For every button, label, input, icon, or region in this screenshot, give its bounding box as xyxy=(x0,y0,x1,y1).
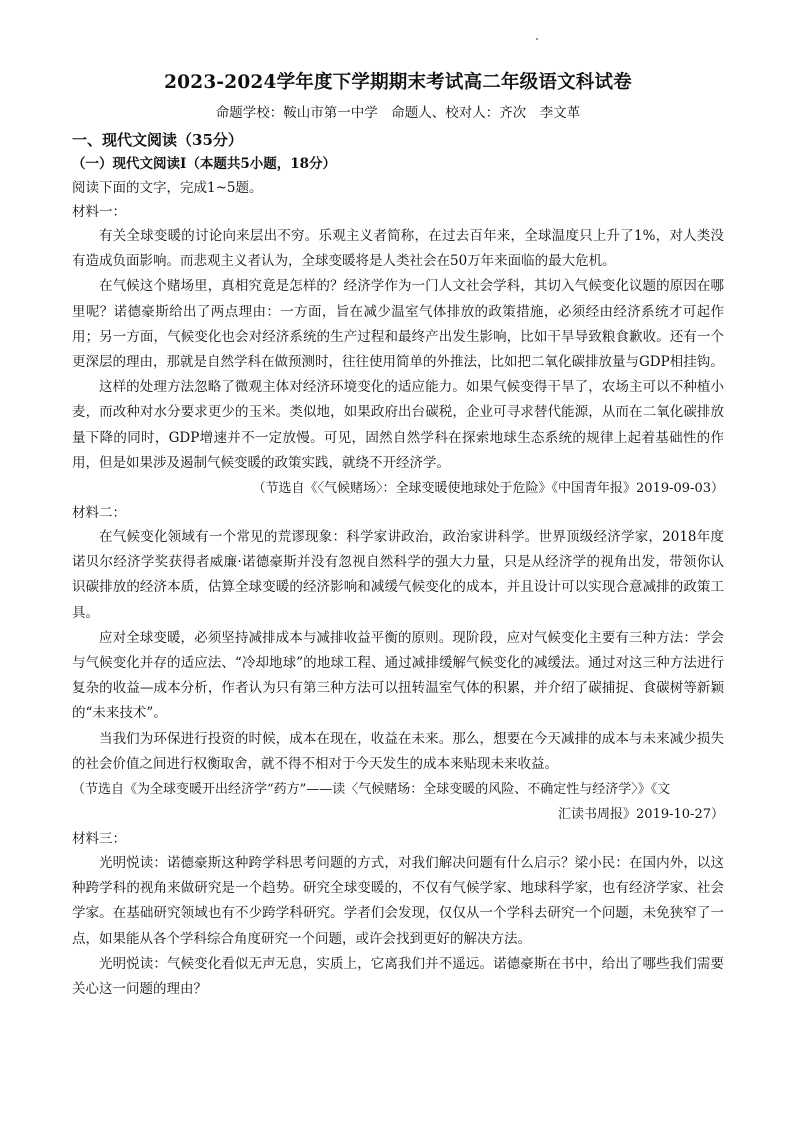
exam-meta: 命题学校：鞍山市第一中学 命题人、校对人：齐次 李文革 xyxy=(215,105,581,121)
material-paragraph: 有关全球变暖的讨论向来层出不穷。乐观主义者简称，在过去百年来，全球温度只上升了1%，对人类没有造成负面影响。而悲观主义者认为，全球变暖将是人类社会在50万年来面临的最大危机。 xyxy=(72,228,724,270)
material-paragraph: 在气候变化领域有一个常见的荒谬现象：科学家讲政治，政治家讲科学。世界顶级经济学家，2018年度诺贝尔经济学奖获得者威廉·诺德豪斯并没有忽视自然科学的强大力量，只是从经济学的视角出发，带领你认识碳排放的经济本质，估算全球变暖的经济影响和减缓气候变化的成本，并且设计可以实现合意减排的政策工具。 xyxy=(72,529,724,621)
material-source xyxy=(72,777,724,827)
scan-dot xyxy=(536,38,538,40)
material-label: 材料一： xyxy=(72,204,126,220)
material-paragraph: 在气候这个赌场里，真相究竟是怎样的？经济学作为一门人文社会学科，其切入气候变化议题的原因在哪里呢？诺德豪斯给出了两点理由：一方面，旨在减少温室气体排放的政策措施，必须经由经济系统才可起作用；另一方面，气候变化也会对经济系统的生产过程和最终产出发生影响，比如干旱导致粮食歉收。还有一个更深层的理由，那就是自然学科在做预测时，往往使用简单的外推法，比如把二氧化碳排放量与GDP相挂钩。 xyxy=(72,278,724,371)
material-label: 材料二： xyxy=(72,505,126,522)
material-paragraph: 当我们为环保进行投资的时候，成本在现在，收益在未来。那么，想要在今天减排的成本与未来减少损失的社会价值之间进行权衡取舍，就不得不相对于今天发生的成本来贴现未来收益。 xyxy=(72,730,724,772)
material-source-line: 汇读书周报》2019-10-27） xyxy=(558,807,724,823)
page-title: 2023-2024学年度下学期期末考试高二年级语文科试卷 xyxy=(164,72,632,93)
exam-page xyxy=(72,70,724,1002)
material-source-line: （节选自《为全球变暖开出经济学“药方”——读〈气候赌场：全球变暖的风险、不确定性与经济学〉》《文 xyxy=(72,782,671,798)
material-source: （节选自《〈气候赌场〉：全球变暖使地球处于危险》《中国青年报》2019-09-03） xyxy=(252,481,724,497)
material-paragraph: 光明悦读：诺德豪斯这种跨学科思考问题的方式，对我们解决问题有什么启示？梁小民：在国内外，以这种跨学科的视角来做研究是一个趋势。研究全球变暖的，不仅有气候学家、地球科学家，也有经济学家、社会学家。在基础研究领域也有不少跨学科研究。学者们会发现，仅仅从一个学科去研究一个问题，未免狭窄了一点，如果能从各个学科综合角度研究一个问题，或许会找到更好的解决方法。 xyxy=(72,855,724,947)
section-heading: 一、现代文阅读（35分） xyxy=(72,131,243,149)
material-paragraph: 光明悦读：气候变化看似无声无息，实质上，它离我们并不遥远。诺德豪斯在书中，给出了哪些我们需要关心这一问题的理由？ xyxy=(72,955,724,998)
sub-section-heading: （一）现代文阅读I（本题共5小题，18分） xyxy=(72,156,336,172)
material-paragraph: 这样的处理方法忽略了微观主体对经济环境变化的适应能力。如果气候变得干旱了，农场主可以不种植小麦，而改种对水分要求更少的玉米。类似地，如果政府出台碳税，企业可寻求替代能源，从而在二氧化碳排放量下降的同时，GDP增速并不一定放慢。可见，固然自然学科在探索地球生态系统的规律上起着基础性的作用，但是如果涉及遏制气候变暖的政策实践，就绕不开经济学。 xyxy=(72,379,724,471)
material-paragraph: 应对全球变暖，必须坚持减排成本与减排收益平衡的原则。现阶段，应对气候变化主要有三种方法：学会与气候变化并存的适应法、“冷却地球”的地球工程、通过减排缓解气候变化的减缓法。通过对这三种方法进行复杂的收益—成本分析，作者认为只有第三种方法可以扭转温室气体的积累，并介绍了碳捕捉、食碳树等新颖的“未来技术”。 xyxy=(72,629,724,722)
reading-instruction: 阅读下面的文字，完成1~5题。 xyxy=(72,180,263,196)
material-label: 材料三： xyxy=(72,831,126,848)
